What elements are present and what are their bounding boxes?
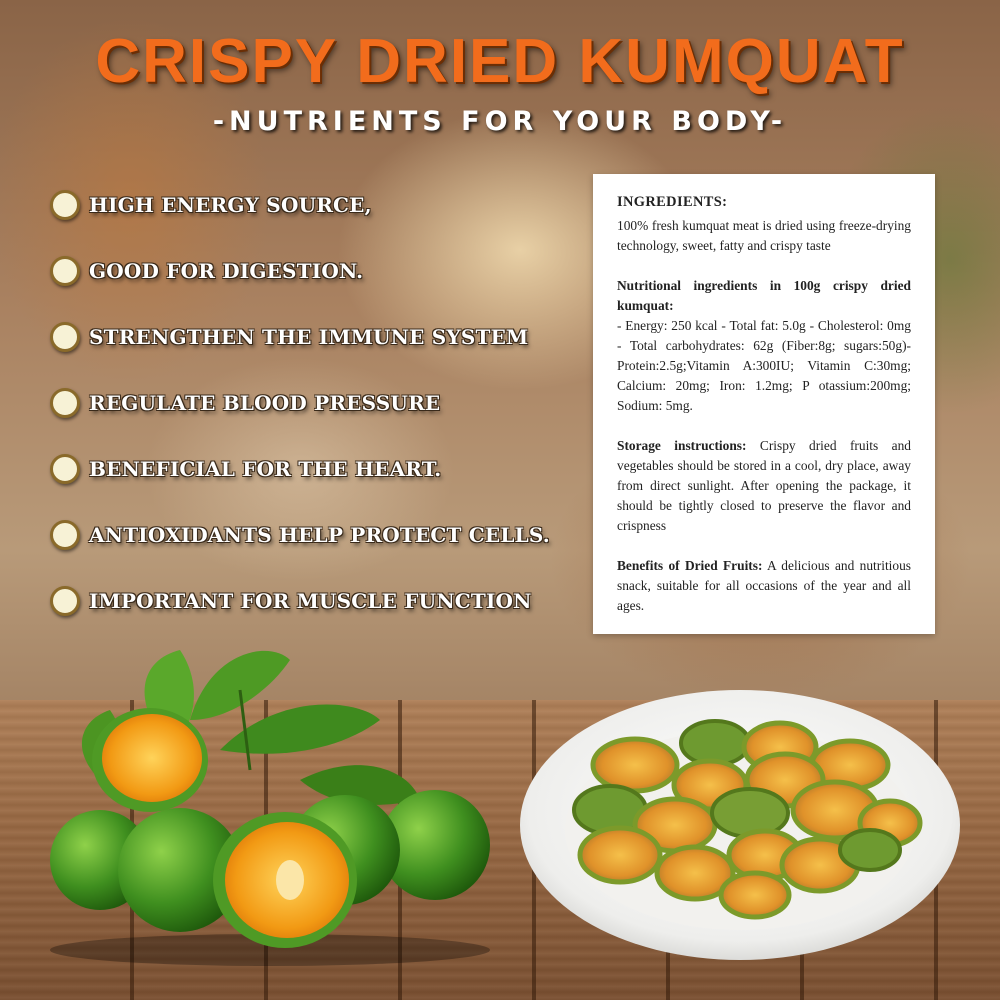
bullet-icon (50, 520, 80, 550)
benefit-text: STRENGTHEN THE IMMUNE SYSTEM (89, 325, 529, 349)
nutrition-text: - Energy: 250 kcal - Total fat: 5.0g - Cholesterol: 0mg - Total carbohydrates: 62g (Fiber:8g; sugars:50g)- Protein:2.5g;Vitamin A:300IU; Vitamin C:30mg; Calcium: 20mg; Iron: 1.2mg; P otassium:200mg; Sodium: 5mg. (617, 318, 911, 413)
benefit-text: HIGH ENERGY SOURCE, (89, 193, 372, 217)
page-title: CRISPY DRIED KUMQUAT (95, 27, 905, 96)
dried-fruit-benefits-text: A delicious and nutritious snack, suitable for all occasions of the year and all ages. (617, 558, 911, 613)
dried-fruit-benefits-section (617, 556, 911, 616)
bullet-icon (50, 586, 80, 616)
benefit-text: ANTIOXIDANTS HELP PROTECT CELLS. (89, 523, 550, 547)
info-card (593, 174, 935, 634)
storage-section (617, 436, 911, 536)
benefit-item (50, 436, 570, 502)
benefit-text: GOOD FOR DIGESTION. (89, 259, 364, 283)
benefit-text: IMPORTANT FOR MUSCLE FUNCTION (89, 589, 532, 613)
fresh-kumquats-illustration (40, 630, 520, 970)
nutrition-section (617, 276, 911, 416)
benefit-item (50, 370, 570, 436)
ingredients-heading: INGREDIENTS: (617, 194, 728, 210)
dried-kumquat-plate (515, 685, 965, 965)
ingredients-text: 100% fresh kumquat meat is dried using freeze-drying technology, sweet, fatty and crispy taste (617, 218, 911, 253)
benefit-item (50, 568, 570, 634)
benefit-text: REGULATE BLOOD PRESSURE (89, 391, 441, 415)
page-subtitle: -NUTRIENTS FOR YOUR BODY- (212, 106, 788, 137)
bullet-icon (50, 190, 80, 220)
bullet-icon (50, 454, 80, 484)
bullet-icon (50, 256, 80, 286)
bullet-icon (50, 388, 80, 418)
storage-text: Crispy dried fruits and vegetables should be stored in a cool, dry place, away from direct sunlight. After opening the package, it should be tightly closed to preserve the flavor and crispness (617, 438, 911, 533)
benefit-text: BENEFICIAL FOR THE HEART. (89, 457, 442, 481)
bullet-icon (50, 322, 80, 352)
benefit-item (50, 304, 570, 370)
benefit-item (50, 502, 570, 568)
kumquat-half (92, 708, 208, 812)
dried-fruit-benefits-label: Benefits of Dried Fruits: (617, 558, 763, 573)
benefit-item (50, 238, 570, 304)
kumquat-half (213, 812, 357, 948)
benefit-item (50, 172, 570, 238)
nutrition-heading: Nutritional ingredients in 100g crispy dried kumquat: (617, 278, 911, 313)
benefits-list (50, 172, 570, 634)
storage-label: Storage instructions: (617, 438, 747, 453)
